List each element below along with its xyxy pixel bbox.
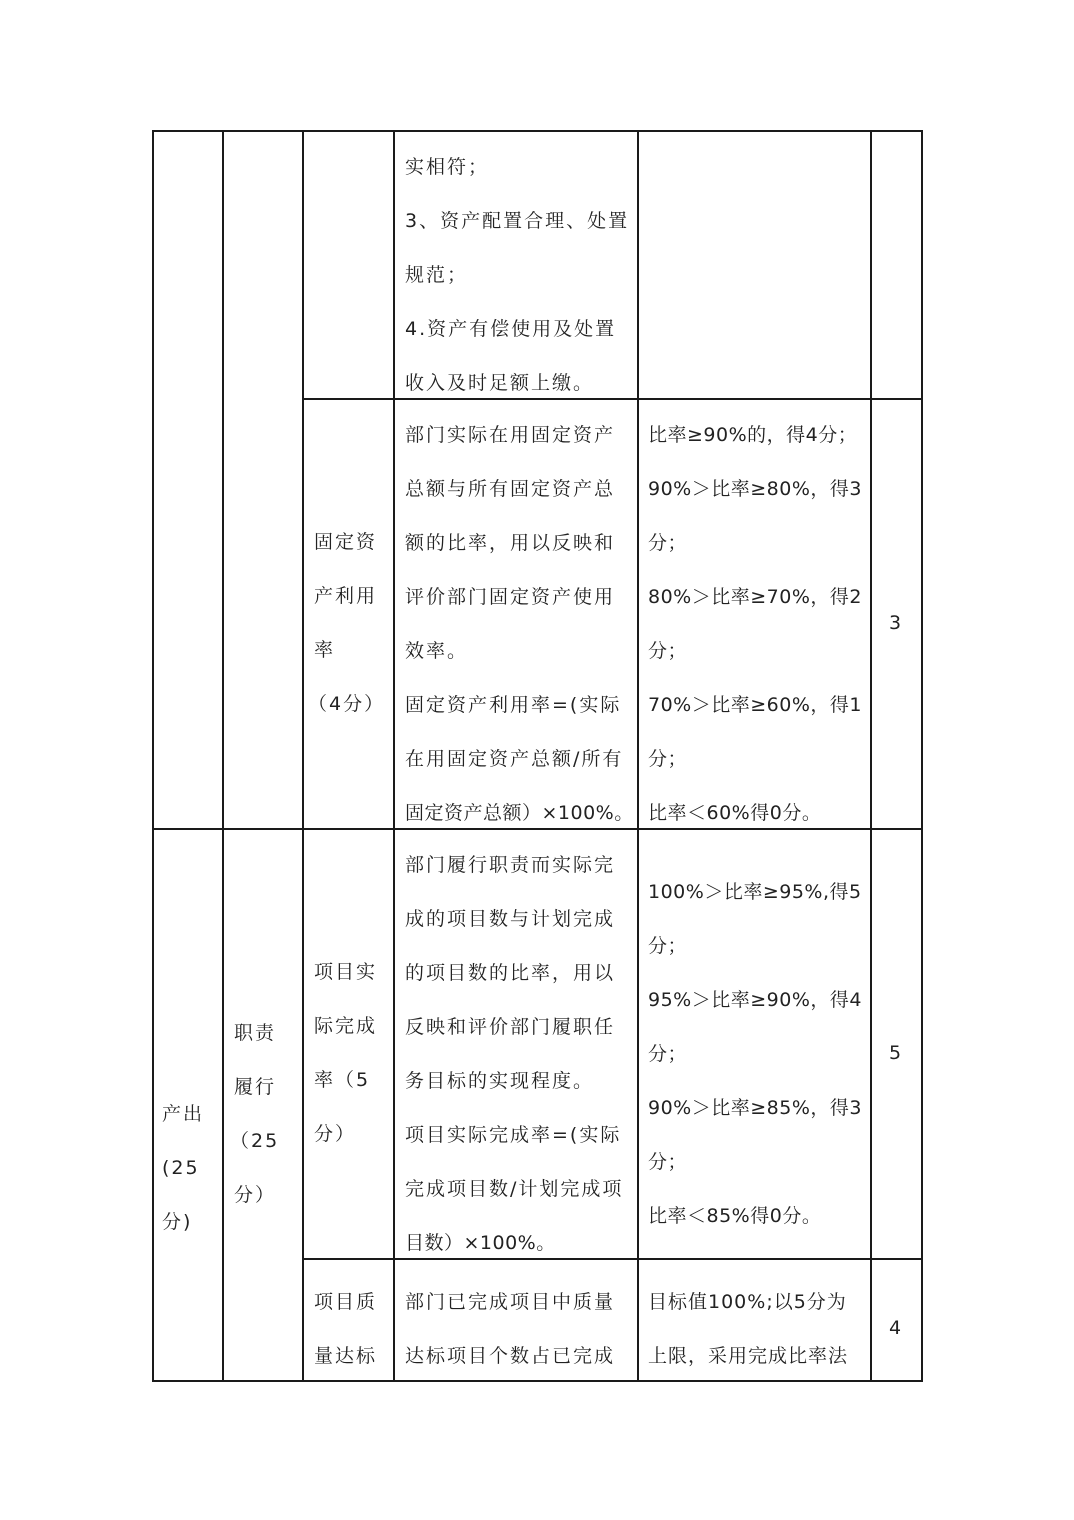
output-level2-label: 职责 履行 （25 分） — [230, 1022, 280, 1206]
table-border-right — [921, 130, 923, 1381]
asset-management-description: 实相符； 3、资产配置合理、处置 规范； 4.资产有偿使用及处置 收入及时足额上缴。 — [405, 156, 630, 394]
asset-utilization-score: 3 — [888, 612, 904, 634]
project-quality-description: 部门已完成项目中质量 达标项目个数占已完成 — [405, 1291, 616, 1367]
table-border-left — [152, 130, 154, 1381]
project-completion-description: 部门履行职责而实际完 成的项目数与计划完成 的项目数的比率，用以 反映和评价部门履职任 务目标的实现程度。 项目实际完成率=(实际 完成项目数/计划完成项 目数）×100%。 — [405, 854, 624, 1254]
column-divider — [393, 130, 395, 1381]
project-quality-criteria: 目标值100%;以5分为 上限，采用完成比率法 — [648, 1291, 849, 1367]
column-divider — [637, 130, 639, 1381]
project-quality-score: 4 — [888, 1317, 904, 1339]
project-completion-criteria: 100%＞比率≥95%,得5 分； 95%＞比率≥90%，得4 分； 90%＞比率≥85%，得3 分； 比率＜85%得0分。 — [648, 881, 862, 1227]
column-divider — [302, 130, 304, 1381]
project-quality-indicator: 项目质 量达标 — [314, 1291, 378, 1367]
asset-utilization-indicator: 固定资 产利用 率 （4分） — [308, 531, 386, 715]
asset-utilization-description: 部门实际在用固定资产 总额与所有固定资产总 额的比率，用以反映和 评价部门固定资产使用 效率。 固定资产利用率=(实际 在用固定资产总额/所有 固定资产总额）×100%。 — [405, 424, 634, 824]
project-completion-indicator: 项目实 际完成 率（5 分） — [314, 961, 378, 1145]
output-level1-label: 产出 (25 分) — [162, 1103, 205, 1233]
column-divider — [222, 130, 224, 1381]
column-divider — [870, 130, 872, 1381]
table-border-top — [152, 130, 923, 132]
project-completion-score: 5 — [888, 1042, 904, 1064]
asset-utilization-criteria: 比率≥90%的，得4分； 90%＞比率≥80%，得3 分； 80%＞比率≥70%，得2 分； 70%＞比率≥60%，得1 分； 比率＜60%得0分。 — [648, 424, 862, 824]
